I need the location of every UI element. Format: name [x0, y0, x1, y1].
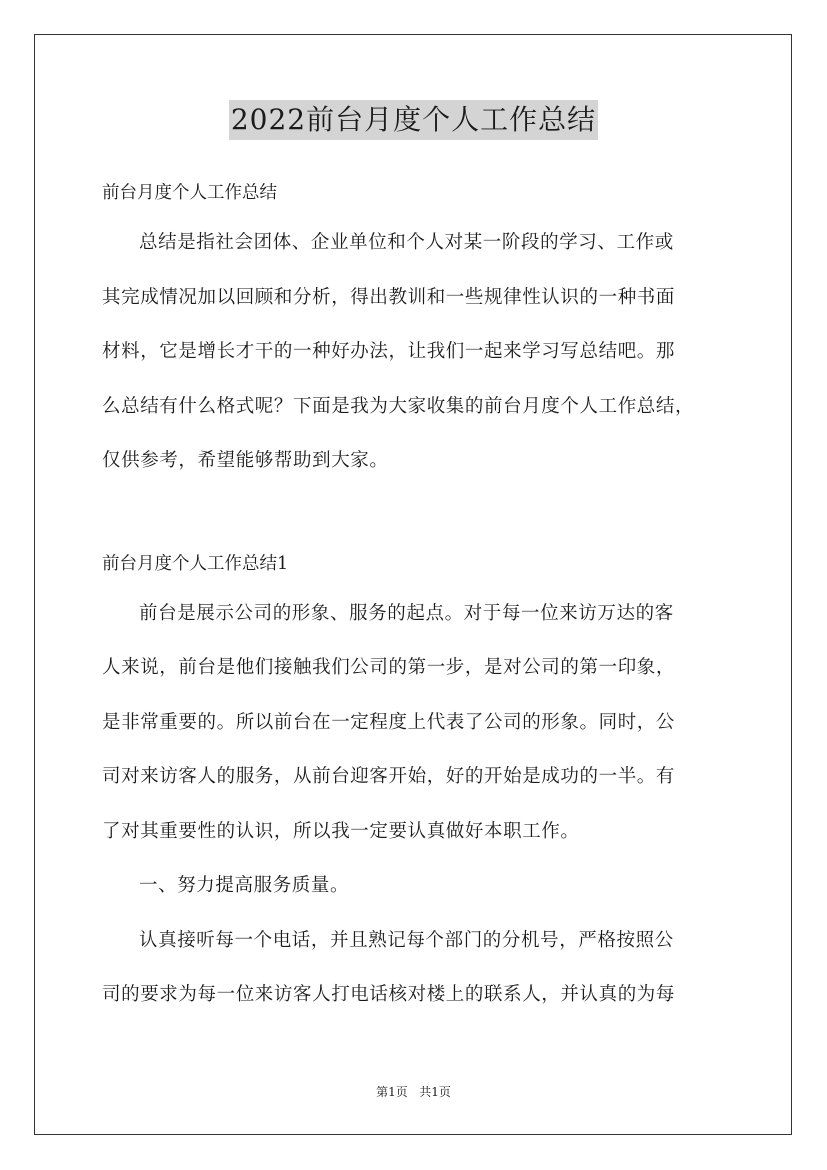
intro-heading: 前台月度个人工作总结	[102, 183, 277, 203]
document-body	[102, 176, 742, 1023]
document-title: 2022前台月度个人工作总结	[229, 100, 598, 140]
section-line: 司的要求为每一位来访客人打电话核对楼上的联系人，并认真的为每	[102, 984, 676, 1005]
section-line: 司对来访客人的服务，从前台迎客开始，好的开始是成功的一半。有	[102, 766, 676, 787]
intro-line: 总结是指社会团体、企业单位和个人对某一阶段的学习、工作或	[139, 232, 674, 253]
intro-line: 材料，它是增长才干的一种好办法，让我们一起来学习写总结吧。那	[102, 341, 676, 362]
intro-line: 仅供参考，希望能够帮助到大家。	[102, 450, 389, 471]
section-line: 前台是展示公司的形象、服务的起点。对于每一位来访万达的客	[139, 602, 674, 624]
intro-line: 其完成情况加以回顾和分析，得出教训和一些规律性认识的一种书面	[102, 286, 676, 308]
title-container	[0, 100, 827, 140]
section-line: 是非常重要的。所以前台在一定程度上代表了公司的形象。同时，公	[102, 711, 676, 733]
section-line: 人来说，前台是他们接触我们公司的第一步，是对公司的第一印象，	[102, 657, 676, 678]
section-line: 了对其重要性的认识，所以我一定要认真做好本职工作。	[102, 820, 580, 842]
intro-line: 么总结有什么格式呢？下面是我为大家收集的前台月度个人工作总结，	[102, 395, 695, 417]
page-footer: 第1页 共1页	[376, 1085, 451, 1099]
section-line: 认真接听每一个电话，并且熟记每个部门的分机号，严格按照公	[139, 929, 674, 951]
section-heading: 前台月度个人工作总结1	[102, 553, 289, 574]
subheading-line: 一、努力提高服务质量。	[139, 875, 350, 896]
